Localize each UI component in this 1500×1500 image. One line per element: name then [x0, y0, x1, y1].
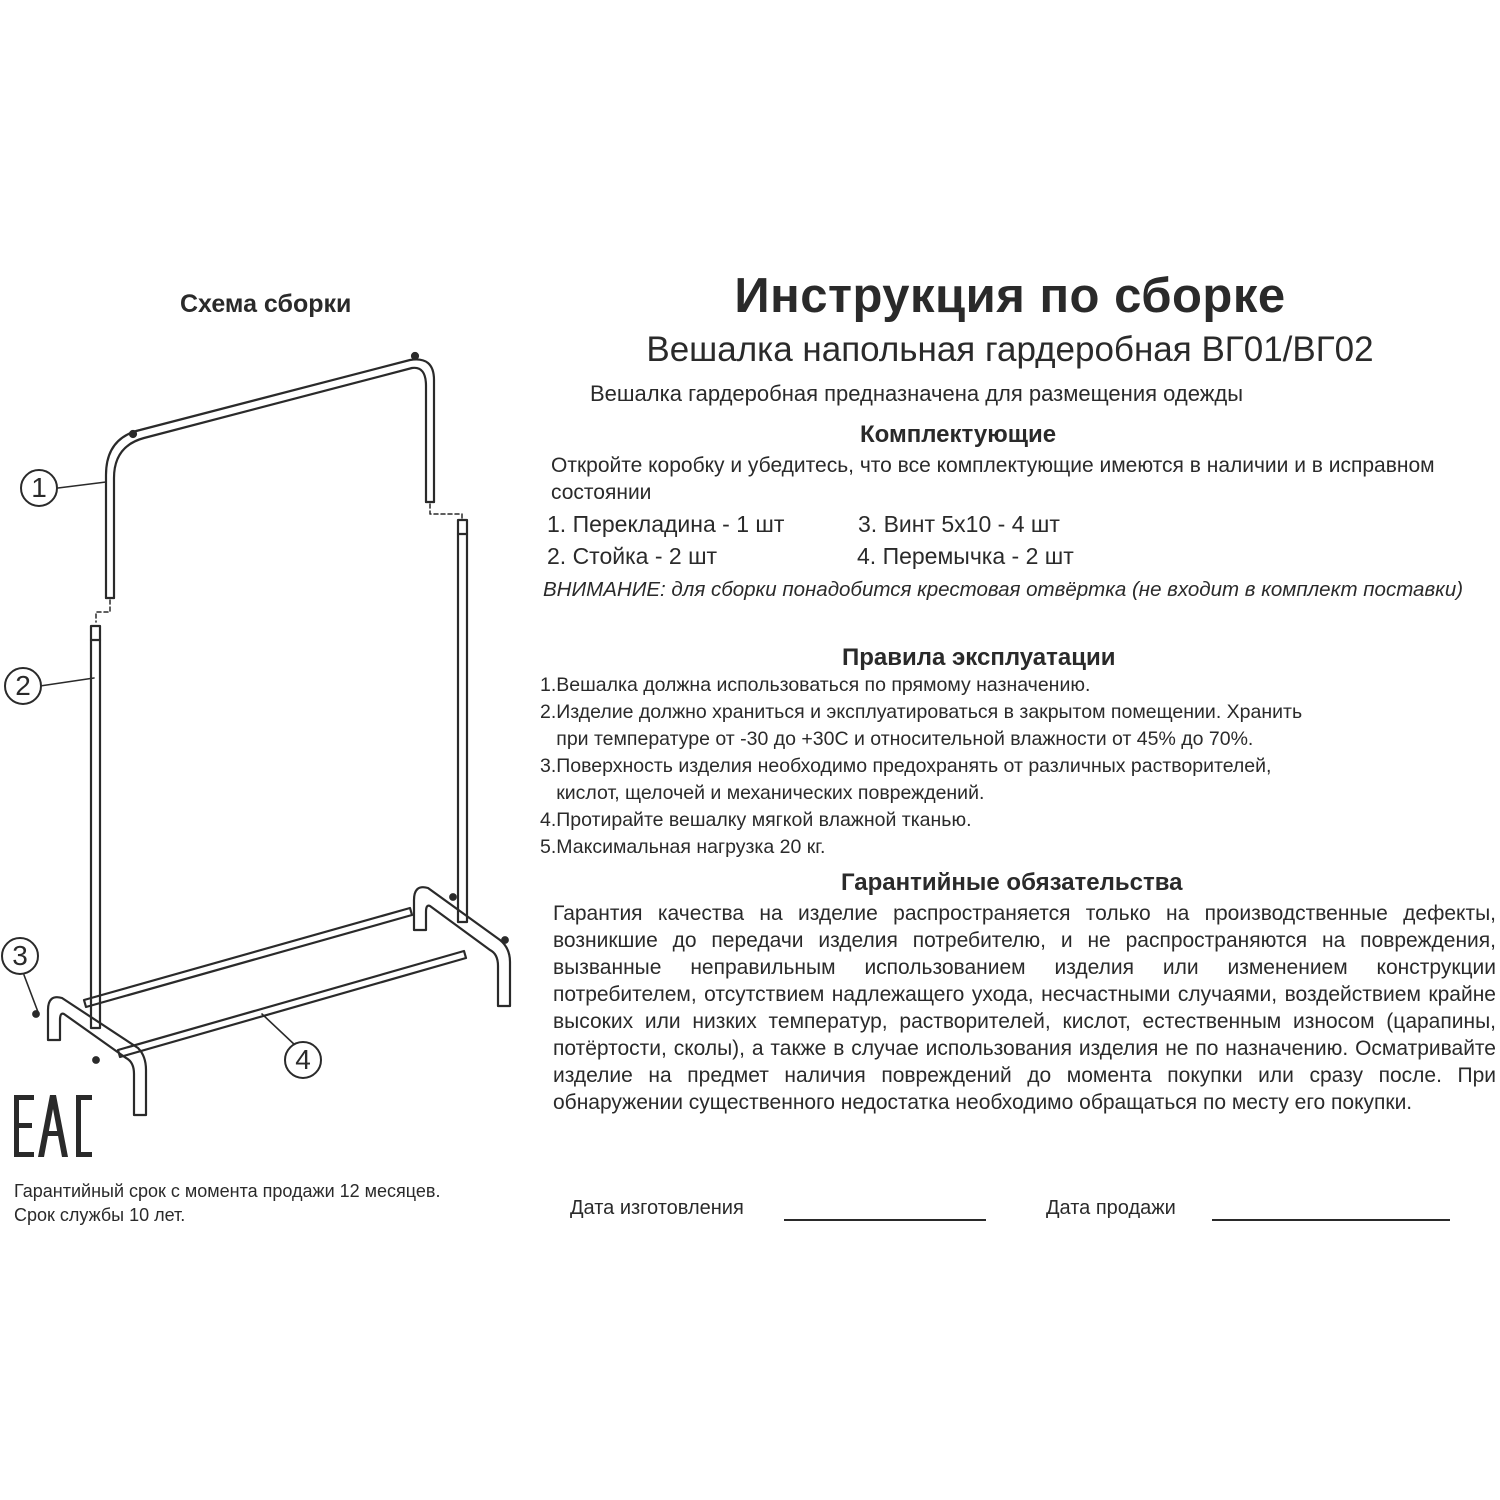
- callout-3: 3: [1, 937, 39, 975]
- product-purpose: Вешалка гардеробная предназначена для размещения одежды: [590, 381, 1244, 406]
- assembly-diagram: [0, 340, 530, 1130]
- components-intro: Откройте коробку и убедитесь, что все комплектующие имеются в наличии и в исправном состоянии: [551, 454, 1435, 504]
- warranty-text: Гарантия качества на изделие распространяется только на производственные дефекты, возникшие до передачи изделия потребителю, и не распространяются на повреждения, вызванные неправильным использованием изделия или изменением конструкции потребителем, отсутствием надлежащего ухода, несчастными случаями, воздействием крайне высоких или низких температур, растворителей, кислот, естественным износом (царапины, потёртости, сколы), а также в случае использования изделия не по назначению. Осматривайте изделие на предмет наличия повреждений до момента покупки или сразу после. При обнаружении существенного недостатка необходимо обращаться по месту его покупки.: [553, 902, 1496, 1114]
- connector-guides: [96, 504, 462, 622]
- screw-part: [33, 894, 508, 1063]
- components-heading: Комплектующие: [860, 421, 1057, 448]
- warranty-heading: Гарантийные обязательства: [841, 869, 1183, 896]
- scheme-title: Схема сборки: [180, 290, 352, 318]
- callout-4: 4: [284, 1041, 322, 1079]
- component-item: 2. Стойка - 2 шт: [547, 543, 718, 569]
- rules-heading: Правила эксплуатации: [842, 644, 1116, 671]
- rule-line: 5.Максимальная нагрузка 20 кг.: [540, 836, 826, 858]
- rule-line: 2.Изделие должно храниться и эксплуатироваться в закрытом помещении. Хранить: [540, 701, 1303, 723]
- jumper-part: [84, 908, 466, 1057]
- callout-1: 1: [20, 469, 58, 507]
- sale-date-line: [1212, 1219, 1450, 1221]
- sale-date-label: Дата продажи: [1046, 1197, 1176, 1219]
- component-item: 1. Перекладина - 1 шт: [547, 511, 785, 537]
- rule-line: 3.Поверхность изделия необходимо предохранять от различных растворителей,: [540, 755, 1272, 777]
- crossbar-part: [106, 353, 434, 598]
- manufacture-date-line: [784, 1219, 986, 1221]
- page-title: Инструкция по сборке: [734, 269, 1286, 323]
- service-life: Срок службы 10 лет.: [14, 1205, 186, 1225]
- rule-line: 4.Протирайте вешалку мягкой влажной тканью.: [540, 809, 972, 831]
- rules-list: [540, 672, 1440, 861]
- component-item: 4. Перемычка - 2 шт: [857, 543, 1074, 569]
- callout-leaders: [24, 482, 296, 1046]
- warranty-period: Гарантийный срок с момента продажи 12 месяцев.: [14, 1181, 441, 1201]
- product-subtitle: Вешалка напольная гардеробная ВГ01/ВГ02: [646, 330, 1374, 369]
- rule-line: 1.Вешалка должна использоваться по прямому назначению.: [540, 674, 1091, 696]
- foot-part: [48, 887, 510, 1115]
- tool-notice: ВНИМАНИЕ: для сборки понадобится крестовая отвёртка (не входит в комплект поставки): [543, 578, 1464, 601]
- eac-logo: [14, 1095, 92, 1157]
- component-item: 3. Винт 5х10 - 4 шт: [858, 511, 1060, 537]
- rule-line: при температуре от -30 до +30С и относительной влажности от 45% до 70%.: [540, 728, 1254, 750]
- manufacture-date-label: Дата изготовления: [570, 1197, 744, 1219]
- rule-line: кислот, щелочей и механических повреждений.: [540, 782, 985, 804]
- callout-2: 2: [4, 667, 42, 705]
